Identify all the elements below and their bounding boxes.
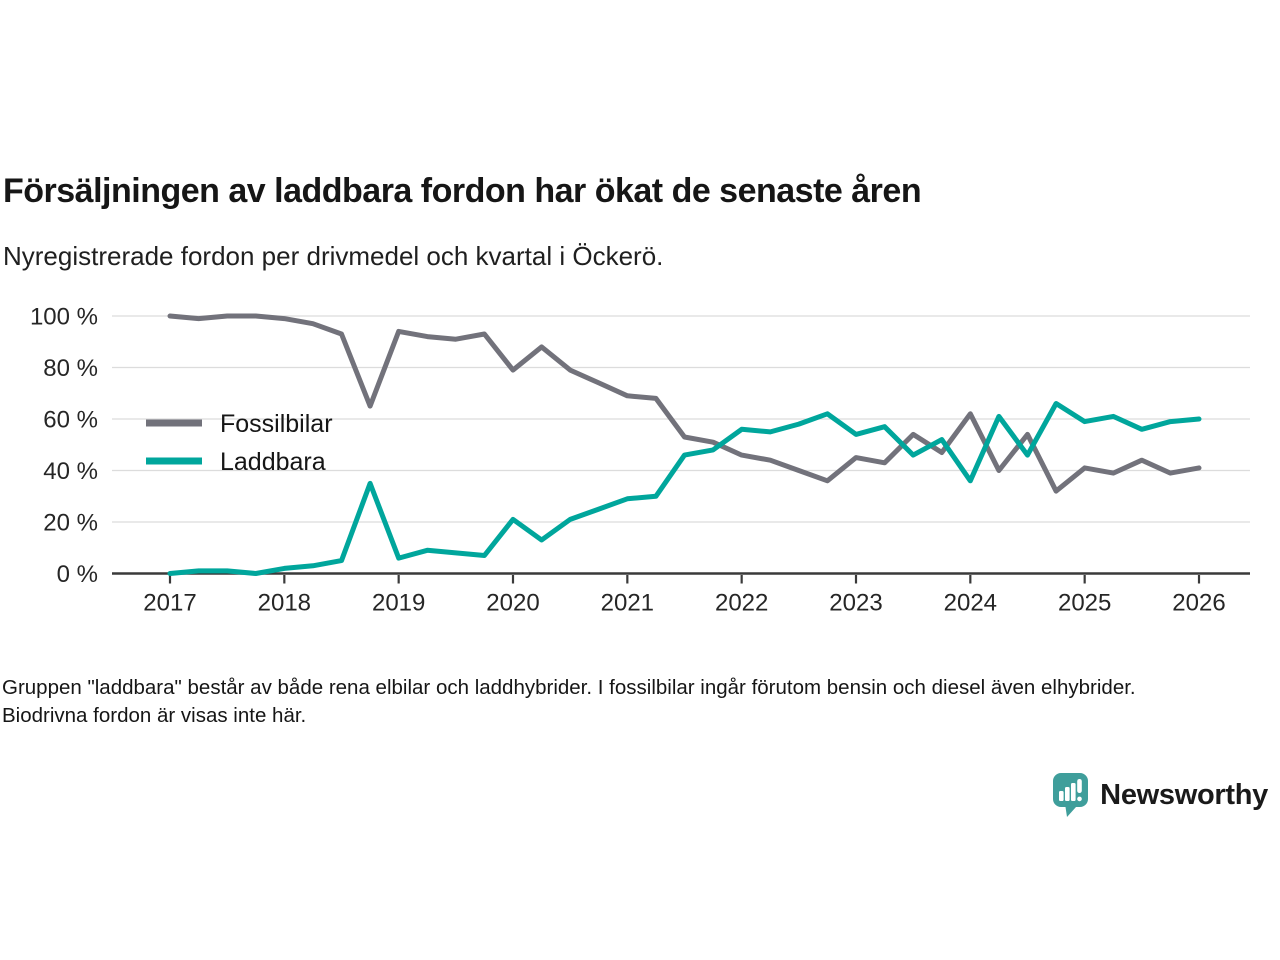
svg-text:40 %: 40 % bbox=[43, 458, 98, 485]
line-chart bbox=[0, 295, 1280, 625]
newsworthy-logo-text: Newsworthy bbox=[1100, 778, 1268, 811]
svg-text:2026: 2026 bbox=[1172, 589, 1226, 617]
chart-subtitle: Nyregistrerade fordon per drivmedel och kvartal i Öckerö. bbox=[3, 241, 664, 271]
svg-text:2018: 2018 bbox=[257, 589, 312, 617]
speech-bubble-bar-chart-icon bbox=[1052, 772, 1089, 818]
svg-text:2024: 2024 bbox=[943, 589, 998, 617]
svg-text:60 %: 60 % bbox=[43, 406, 98, 434]
legend-label-fossilbilar: Fossilbilar bbox=[220, 410, 333, 438]
svg-text:80 %: 80 % bbox=[43, 355, 98, 382]
svg-text:100 %: 100 % bbox=[29, 303, 98, 331]
svg-text:20 %: 20 % bbox=[43, 509, 98, 537]
newsworthy-logo bbox=[1052, 772, 1268, 818]
x-axis bbox=[112, 574, 1250, 617]
svg-text:2020: 2020 bbox=[486, 589, 540, 617]
svg-text:2021: 2021 bbox=[600, 589, 655, 617]
legend-label-laddbara: Laddbara bbox=[220, 448, 326, 476]
chart-legend bbox=[146, 410, 333, 476]
page-title: Försäljningen av laddbara fordon har ökat de senaste åren bbox=[3, 171, 922, 210]
svg-text:2025: 2025 bbox=[1057, 589, 1112, 617]
y-axis-labels bbox=[30, 304, 98, 589]
chart-footnote: Gruppen "laddbara" består av både rena elbilar och laddhybrider. I fossilbilar ingår förutom bensin och diesel även elhybrider. Biodrivna fordon är visas inte här. bbox=[2, 676, 1136, 727]
series-lines bbox=[170, 316, 1199, 574]
svg-text:2023: 2023 bbox=[829, 589, 883, 617]
svg-text:0 %: 0 % bbox=[56, 561, 98, 588]
svg-text:2022: 2022 bbox=[714, 589, 769, 617]
line-chart-svg bbox=[0, 295, 1280, 625]
svg-text:2019: 2019 bbox=[371, 589, 426, 617]
svg-text:2017: 2017 bbox=[143, 589, 197, 617]
